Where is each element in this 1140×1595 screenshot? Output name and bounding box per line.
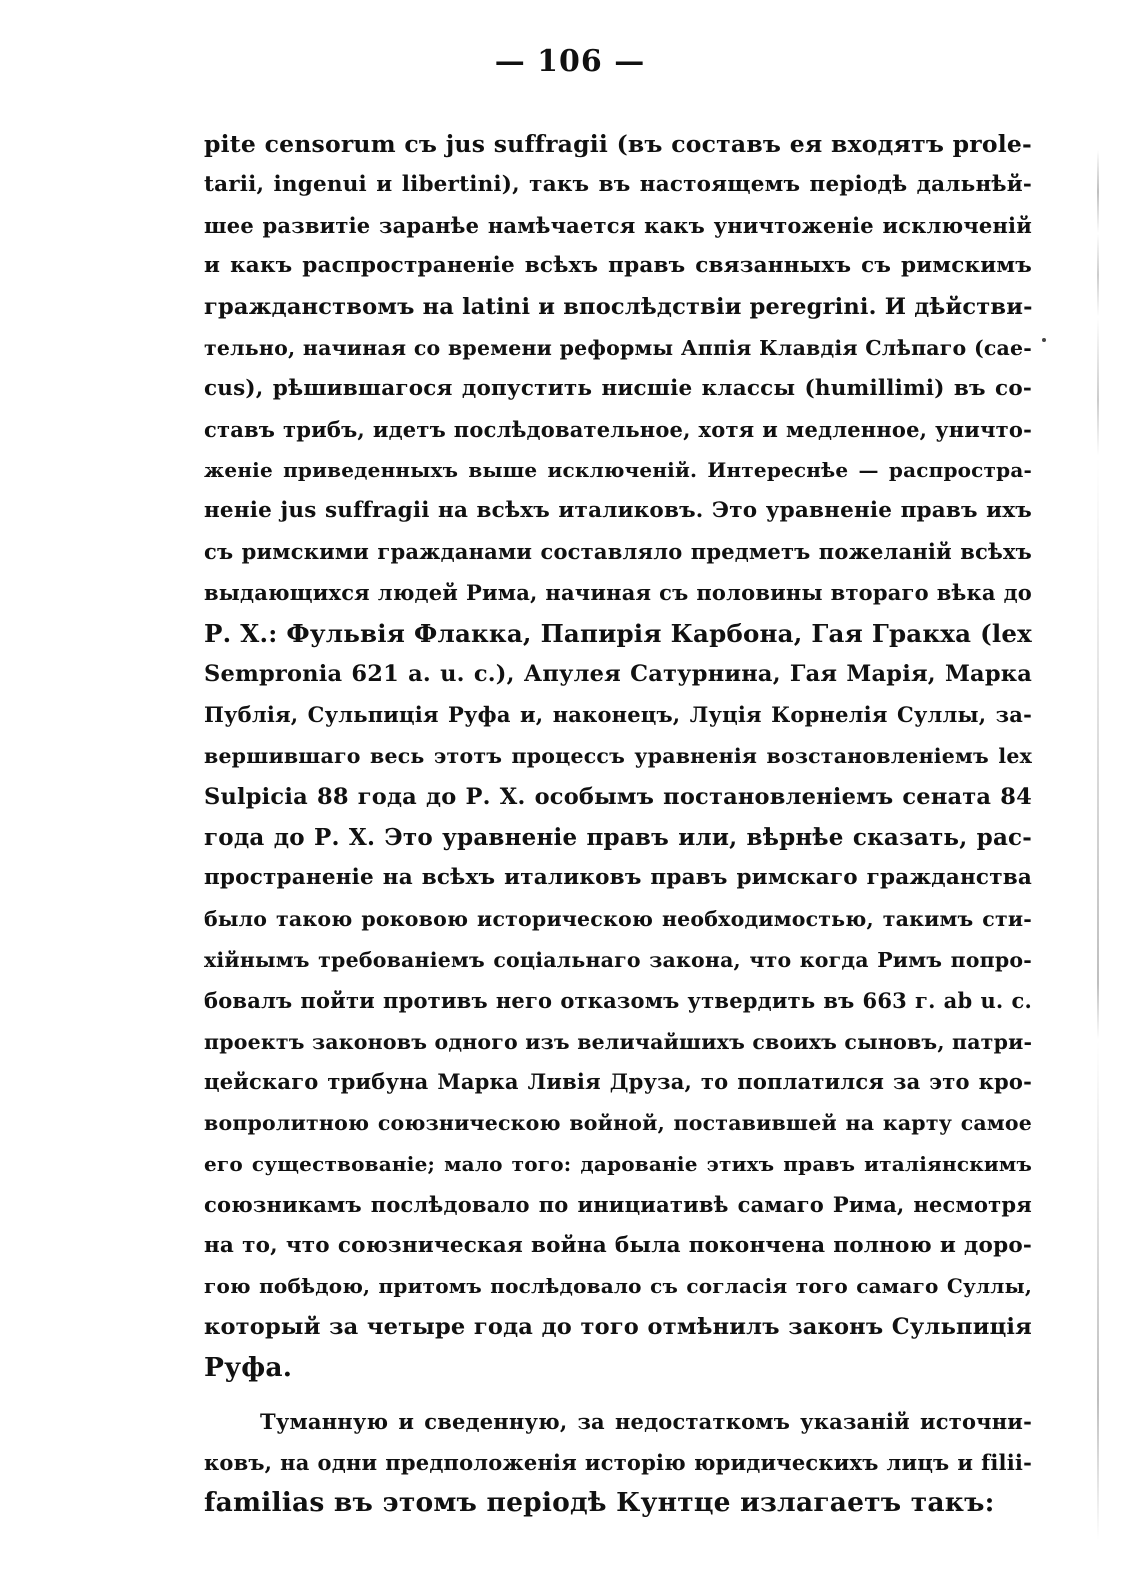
paragraph-2 (204, 1402, 1032, 1524)
scan-margin-line (1097, 150, 1099, 1540)
text-line: хійнымъ требованіемъ соціальнаго закона, что когда Римъ попро- (204, 947, 1032, 972)
text-line: его существованіе; мало того: дарованіе этихъ правъ италіянскимъ (204, 1151, 1032, 1176)
text-line: гражданствомъ на latini и впослѣдствіи peregrini. И дѣйстви- (204, 294, 1033, 321)
text-line: на то, что союзническая война была покончена полною и доро- (204, 1232, 1032, 1258)
text-line: Р. Х.: Фульвія Флакка, Папирія Карбона, Гая Гракха (lex (204, 618, 1032, 648)
text-line: Sulpicia 88 года до Р. Х. особымъ постановленіемъ сената 84 (204, 783, 1032, 810)
text-line: тельно, начиная со времени реформы Аппія Клавдія Слѣпаго (cae- (204, 335, 1032, 360)
text-line: cus), рѣшившагося допустить нисшіе классы (humillimi) въ со- (204, 375, 1032, 401)
body-text (204, 124, 1032, 1524)
text-line: Руфа. (204, 1351, 293, 1383)
text-line: было такою роковою историческою необходимостью, такимъ сти- (204, 907, 1032, 932)
text-line: гою побѣдою, притомъ послѣдовало съ согласія того самаго Суллы, (204, 1274, 1032, 1299)
text-line: выдающихся людей Рима, начиная съ половины втораго вѣка до (204, 579, 1032, 605)
text-line: цейскаго трибуна Марка Ливія Друза, то поплатился за это кро- (204, 1069, 1032, 1095)
text-line: бовалъ пойти противъ него отказомъ утвердить въ 663 г. ab u. c. (204, 987, 1032, 1013)
text-line: ковъ, на одни предположенія исторію юридическихъ лицъ и filii- (204, 1449, 1032, 1475)
text-line: неніе jus suffragii на всѣхъ италиковъ. Это уравненіе правъ ихъ (204, 498, 1032, 524)
text-line: года до Р. Х. Это уравненіе правъ или, вѣрнѣе сказать, рас- (204, 823, 1032, 851)
page-number: — 106 — (494, 44, 646, 79)
text-line: pite censorum съ jus suffragii (въ составъ ея входятъ prole- (204, 130, 1032, 158)
text-line: вершившаго весь этотъ процессъ уравненія возстановленіемъ lex (204, 743, 1032, 768)
text-line: проектъ законовъ одного изъ величайшихъ своихъ сыновъ, патри- (204, 1029, 1033, 1054)
text-line: союзникамъ послѣдовало по инициативѣ самаго Рима, несмотря (204, 1191, 1032, 1217)
text-line: шее развитіе заранѣе намѣчается какъ уничтоженіе исключеній (204, 212, 1032, 238)
text-line: который за четыре года до того отмѣнилъ законъ Сульпиція (204, 1314, 1032, 1341)
text-line: Sempronia 621 a. u. c.), Апулея Сатурнина, Гая Марія, Марка (204, 661, 1032, 688)
text-line: пространеніе на всѣхъ италиковъ правъ римскаго гражданства (204, 865, 1032, 891)
scan-margin-dot (1042, 338, 1046, 342)
text-line: familias въ этомъ періодѣ Кунтце излагаетъ такъ: (204, 1487, 995, 1519)
paragraph-1 (204, 124, 1032, 1389)
text-line: Туманную и сведенную, за недостаткомъ указаній источни- (260, 1408, 1032, 1434)
text-line: ставъ трибъ, идетъ послѣдовательное, хотя и медленное, уничто- (204, 416, 1032, 442)
text-line: tarii, ingenui и libertini), такъ въ настоящемъ періодѣ дальнѣй- (204, 171, 1032, 197)
text-line: Публія, Сульпиція Руфа и, наконецъ, Луція Корнелія Суллы, за- (204, 702, 1032, 728)
text-line: вопролитною союзническою войной, поставившей на карту самое (204, 1111, 1032, 1136)
text-line: съ римскими гражданами составляло предметъ пожеланій всѣхъ (204, 538, 1032, 564)
paragraph-spacer (204, 1389, 1032, 1402)
text-line: и какъ распространеніе всѣхъ правъ связанныхъ съ римскимъ (204, 253, 1032, 279)
text-line: женіе приведенныхъ выше исключеній. Интереснѣе — распростра- (204, 458, 1032, 483)
